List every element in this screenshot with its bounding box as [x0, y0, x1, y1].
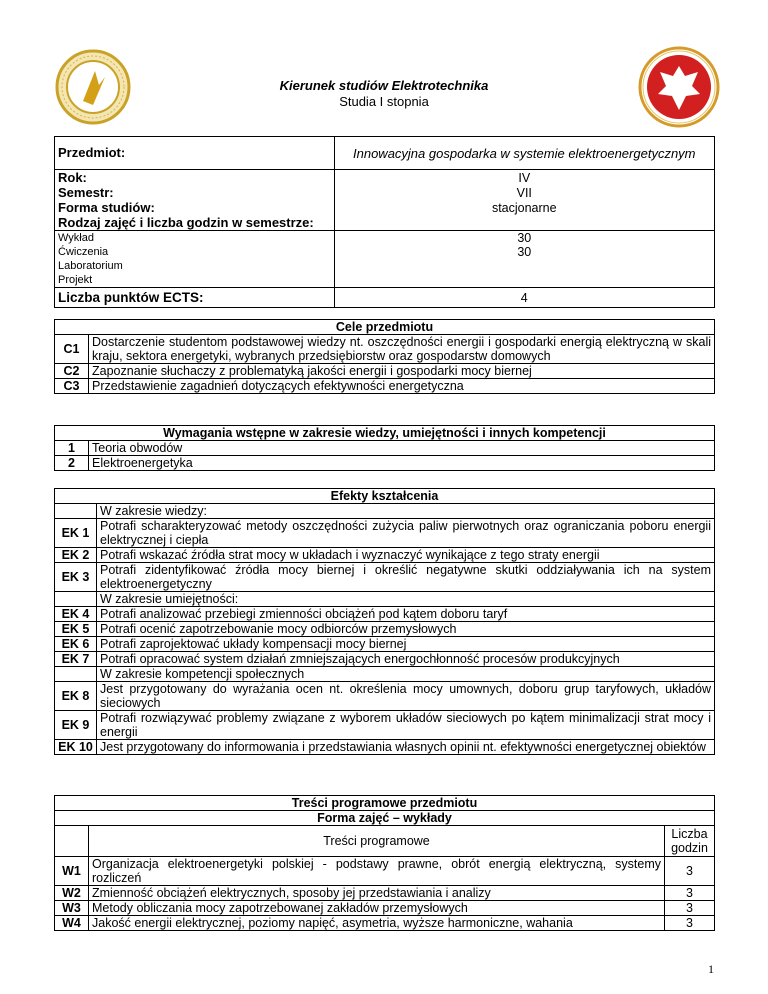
tresci-hours: 3: [665, 916, 715, 931]
efekty-text: Potrafi zidentyfikować źródła mocy biernej i określić negatywne skutki oddziaływania ich na system elektroenergetyczny: [97, 563, 715, 592]
rodzaj-label: Rodzaj zajęć i liczba godzin w semestrze:: [55, 215, 335, 231]
rok-value: IV: [334, 170, 714, 186]
efekty-text: Jest przygotowany do wyrażania ocen nt. określenia mocy umownych, doboru grup taryfowych, układów sieciowych: [97, 682, 715, 711]
efekty-title: Efekty kształcenia: [55, 489, 715, 504]
cele-title: Cele przedmiotu: [55, 320, 715, 335]
tresci-title: Treści programowe przedmiotu: [55, 796, 715, 811]
wymagania-text: Teoria obwodów: [89, 441, 715, 456]
efekty-code: EK 8: [55, 682, 97, 711]
tresci-hours: 3: [665, 901, 715, 916]
tresci-code: W2: [55, 886, 89, 901]
efekty-code: EK 3: [55, 563, 97, 592]
projekt-label: Projekt: [55, 273, 335, 288]
page-number: 1: [708, 962, 714, 976]
cele-text: Dostarczenie studentom podstawowej wiedzy nt. oszczędności energii i gospodarki energią elektryczną w skali kraju, sektora energetyki, wybranych przedsiębiorstw oraz gospodarstw domowych: [89, 335, 715, 364]
cele-code: C2: [55, 364, 89, 379]
wymagania-title: Wymagania wstępne w zakresie wiedzy, umiejętności i innych kompetencji: [55, 426, 715, 441]
tresci-text: Jakość energii elektrycznej, poziomy napięć, asymetria, wyższe harmoniczne, wahania: [89, 916, 665, 931]
forma-label: Forma studiów:: [55, 200, 335, 215]
efekty-section-wiedza: W zakresie wiedzy:: [97, 504, 715, 519]
cele-text: Przedstawienie zagadnień dotyczących efektywności energetyczna: [89, 379, 715, 394]
program-level: Studia I stopnia: [339, 94, 429, 109]
tresci-hours: 3: [665, 857, 715, 886]
wymagania-code: 2: [55, 456, 89, 471]
tresci-col-header: Treści programowe: [89, 826, 665, 857]
tresci-table: [54, 795, 715, 931]
przedmiot-label: Przedmiot:: [55, 137, 335, 170]
wymagania-table: [54, 425, 715, 471]
wyklad-label: Wykład: [55, 231, 335, 246]
efekty-text: Potrafi ocenić zapotrzebowanie mocy odbiorców przemysłowych: [97, 622, 715, 637]
semestr-label: Semestr:: [55, 185, 335, 200]
wymagania-text: Elektroenergetyka: [89, 456, 715, 471]
efekty-section-kompetencje: W zakresie kompetencji społecznych: [97, 667, 715, 682]
efekty-section-umiejetnosci: W zakresie umiejętności:: [97, 592, 715, 607]
semestr-value: VII: [334, 185, 714, 200]
cwiczenia-label: Ćwiczenia: [55, 245, 335, 259]
ects-label: Liczba punktów ECTS:: [55, 288, 335, 308]
efekty-code: EK 7: [55, 652, 97, 667]
forma-value: stacjonarne: [334, 200, 714, 215]
efekty-code: EK 2: [55, 548, 97, 563]
tresci-text: Metody obliczania mocy zapotrzebowanej zakładów przemysłowych: [89, 901, 665, 916]
tresci-code: W4: [55, 916, 89, 931]
efekty-text: Potrafi scharakteryzować metody oszczędności zużycia paliw pierwotnych oraz ograniczania poboru energii elektrycznej i ciepła: [97, 519, 715, 548]
tresci-code: W1: [55, 857, 89, 886]
laboratorium-label: Laboratorium: [55, 259, 335, 273]
przedmiot-value: Innowacyjna gospodarka w systemie elektroenergetycznym: [334, 137, 714, 170]
tresci-code: W3: [55, 901, 89, 916]
laboratorium-value: [334, 259, 714, 273]
efekty-table: [54, 488, 715, 755]
efekty-text: Potrafi wskazać źródła strat mocy w układach i wyznaczyć wynikające z tego straty energii: [97, 548, 715, 563]
efekty-text: Potrafi zaprojektować układy kompensacji mocy biernej: [97, 637, 715, 652]
course-info-table: [54, 136, 715, 308]
efekty-code: EK 10: [55, 740, 97, 755]
tresci-text: Zmienność obciążeń elektrycznych, sposoby jej przedstawiania i analizy: [89, 886, 665, 901]
tresci-text: Organizacja elektroenergetyki polskiej - podstawy prawne, obrót energią elektryczną, systemy rozliczeń: [89, 857, 665, 886]
wymagania-code: 1: [55, 441, 89, 456]
cele-code: C3: [55, 379, 89, 394]
cele-table: [54, 319, 715, 394]
efekty-code: EK 4: [55, 607, 97, 622]
ects-value: 4: [334, 288, 714, 308]
efekty-code: EK 5: [55, 622, 97, 637]
rok-label: Rok:: [55, 170, 335, 186]
wyklad-value: 30: [334, 231, 714, 246]
projekt-value: [334, 273, 714, 288]
tresci-forma: Forma zajęć – wykłady: [55, 811, 715, 826]
godzin-col-header: Liczba godzin: [665, 826, 715, 857]
program-title: Kierunek studiów Elektrotechnika: [279, 78, 489, 93]
efekty-text: Potrafi opracować system działań zmniejszających energochłonność procesów produkcyjnych: [97, 652, 715, 667]
efekty-code: EK 9: [55, 711, 97, 740]
efekty-text: Potrafi rozwiązywać problemy związane z wyborem układów sieciowych po kątem minimalizacji strat mocy i energii: [97, 711, 715, 740]
efekty-text: Potrafi analizować przebiegi zmienności obciążeń pod kątem doboru taryf: [97, 607, 715, 622]
efekty-code: EK 1: [55, 519, 97, 548]
cele-text: Zapoznanie słuchaczy z problematyką jakości energii i gospodarki mocy biernej: [89, 364, 715, 379]
efekty-code: EK 6: [55, 637, 97, 652]
tresci-hours: 3: [665, 886, 715, 901]
cwiczenia-value: 30: [334, 245, 714, 259]
cele-code: C1: [55, 335, 89, 364]
efekty-text: Jest przygotowany do informowania i przedstawiania własnych opinii nt. efektywności energetycznej obiektów: [97, 740, 715, 755]
